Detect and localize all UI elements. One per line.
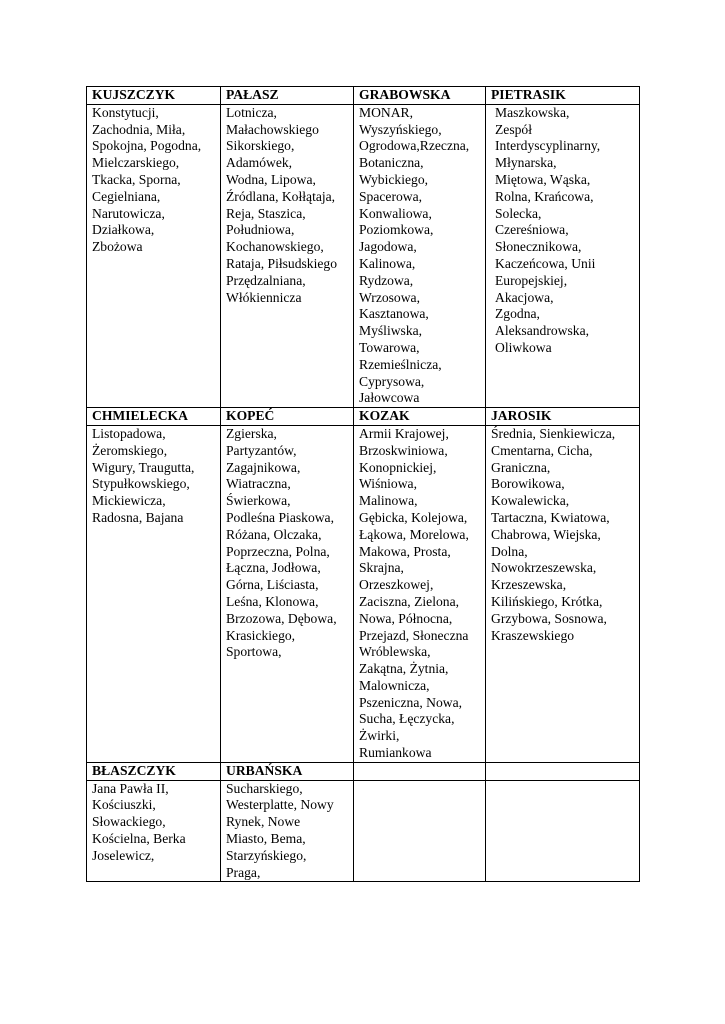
street-list-cell: MONAR, Wyszyńskiego, Ogrodowa,Rzeczna, Botaniczna, Wybickiego, Spacerowa, Konwaliowa, Poziomkowa, Jagodowa, Kalinowa, Rydzowa, Wrzosowa, Kasztanowa, Myśliwska, Towarowa, Rzemieślnicza, Cyprysowa, Jałowcowa (354, 104, 486, 407)
streets-row (87, 425, 640, 762)
street-list-cell: Jana Pawła II, Kościuszki, Słowackiego, Kościelna, Berka Joselewicz, (87, 780, 221, 882)
street-assignment-table (86, 86, 640, 882)
street-list-cell (486, 780, 640, 882)
street-list-cell: Armii Krajowej, Brzoskwiniowa, Konopnickiej, Wiśniowa, Malinowa, Gębicka, Kolejowa, Łąkowa, Morelowa, Makowa, Prosta, Skrajna, Orzeszkowej, Zaciszna, Zielona, Nowa, Północna, Przejazd, Słoneczna Wróblewska, Zakątna, Żytnia, Malownicza, Pszeniczna, Nowa, Sucha, Łęczycka, Żwirki, Rumiankowa (354, 425, 486, 762)
street-list-cell (354, 780, 486, 882)
column-header: CHMIELECKA (87, 408, 221, 426)
column-header: URBAŃSKA (221, 762, 354, 780)
column-header: KOZAK (354, 408, 486, 426)
column-header: PIETRASIK (486, 87, 640, 105)
street-list-cell: Maszkowska, Zespół Interdyscyplinarny, Młynarska, Miętowa, Wąska, Rolna, Krańcowa, Solecka, Czereśniowa, Słonecznikowa, Kaczeńcowa, Unii Europejskiej, Akacjowa, Zgodna, Aleksandrowska, Oliwkowa (486, 104, 640, 407)
streets-row (87, 104, 640, 407)
column-header: KUJSZCZYK (87, 87, 221, 105)
streets-row (87, 780, 640, 882)
header-row (87, 762, 640, 780)
column-header: JAROSIK (486, 408, 640, 426)
column-header: PAŁASZ (221, 87, 354, 105)
street-list-cell: Lotnicza, Małachowskiego Sikorskiego, Adamówek, Wodna, Lipowa, Źródlana, Kołłątaja, Reja, Staszica, Południowa, Kochanowskiego, Rataja, Piłsudskiego Przędzalniana, Włókiennicza (221, 104, 354, 407)
column-header: KOPEĆ (221, 408, 354, 426)
street-list-cell: Zgierska, Partyzantów, Zagajnikowa, Wiatraczna, Świerkowa, Podleśna Piaskowa, Różana, Olczaka, Poprzeczna, Polna, Łączna, Jodłowa, Górna, Liściasta, Leśna, Klonowa, Brzozowa, Dębowa, Krasickiego, Sportowa, (221, 425, 354, 762)
header-row (87, 408, 640, 426)
column-header: GRABOWSKA (354, 87, 486, 105)
column-header: BŁASZCZYK (87, 762, 221, 780)
street-list-cell: Średnia, Sienkiewicza, Cmentarna, Cicha, Graniczna, Borowikowa, Kowalewicka, Tartaczna, Kwiatowa, Chabrowa, Wiejska, Dolna, Nowokrzeszewska, Krzeszewska, Kilińskiego, Krótka, Grzybowa, Sosnowa, Kraszewskiego (486, 425, 640, 762)
column-header (354, 762, 486, 780)
street-list-cell: Konstytucji, Zachodnia, Miła, Spokojna, Pogodna, Mielczarskiego, Tkacka, Sporna, Cegielniana, Narutowicza, Działkowa, Zbożowa (87, 104, 221, 407)
street-list-cell: Sucharskiego, Westerplatte, Nowy Rynek, Nowe Miasto, Bema, Starzyńskiego, Praga, (221, 780, 354, 882)
street-list-cell: Listopadowa, Żeromskiego, Wigury, Traugutta, Stypułkowskiego, Mickiewicza, Radosna, Bajana (87, 425, 221, 762)
header-row (87, 87, 640, 105)
column-header (486, 762, 640, 780)
